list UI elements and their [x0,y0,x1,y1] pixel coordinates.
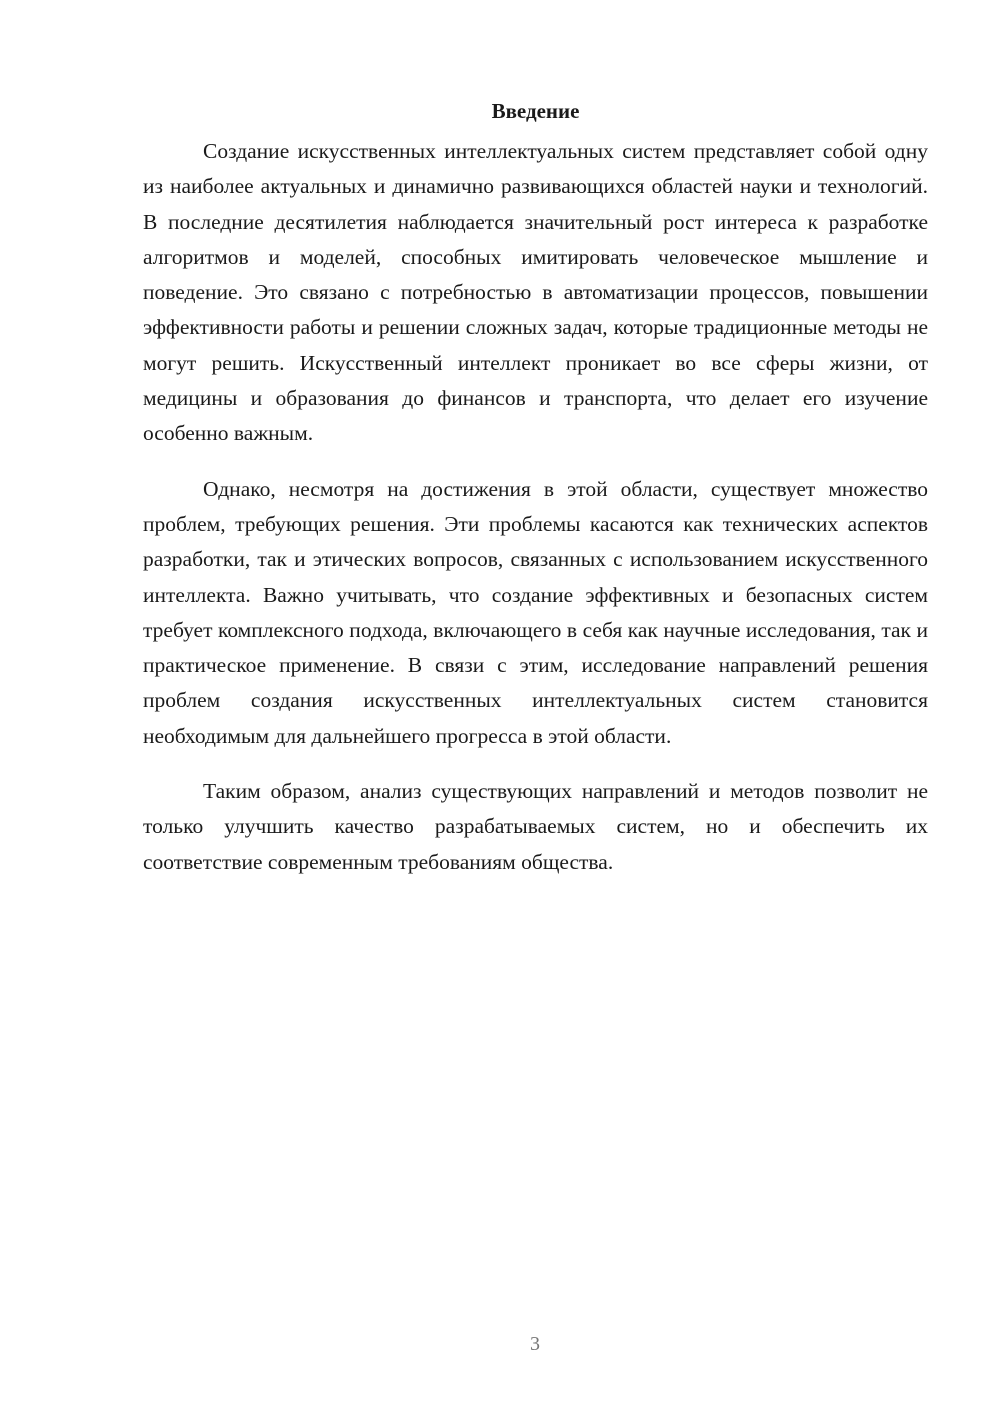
paragraph-2: Однако, несмотря на достижения в этой области, существует множество проблем, требующих решения. Эти проблемы касаются как технических аспектов разработки, так и этических вопросов, связанных с использованием искусственного интеллекта. Важно учитывать, что создание эффективных и безопасных систем требует комплексного подхода, включающего в себя как научные исследования, так и практическое применение. В связи с этим, исследование направлений решения проблем создания искусственных интеллектуальных систем становится необходимым для дальнейшего прогресса в этой области. [143,476,928,748]
paragraph-1: Создание искусственных интеллектуальных систем представляет собой одну из наиболее актуальных и динамично развивающихся областей науки и технологий. В последние десятилетия наблюдается значительный рост интереса к разработке алгоритмов и моделей, способных имитировать человеческое мышление и поведение. Это связано с потребностью в автоматизации процессов, повышении эффективности работы и решении сложных задач, которые традиционные методы не могут решить. Искусственный интеллект проникает во все сферы жизни, от медицины и образования до финансов и транспорта, что делает его изучение особенно важным. [143,139,928,446]
paragraph-3: Таким образом, анализ существующих направлений и методов позволит не только улучшить качество разрабатываемых систем, но и обеспечить их соответствие современным требованиям общества. [143,779,928,874]
page-number: 3 [530,1333,540,1355]
document-body [143,95,928,900]
section-title: Введение [491,99,580,123]
